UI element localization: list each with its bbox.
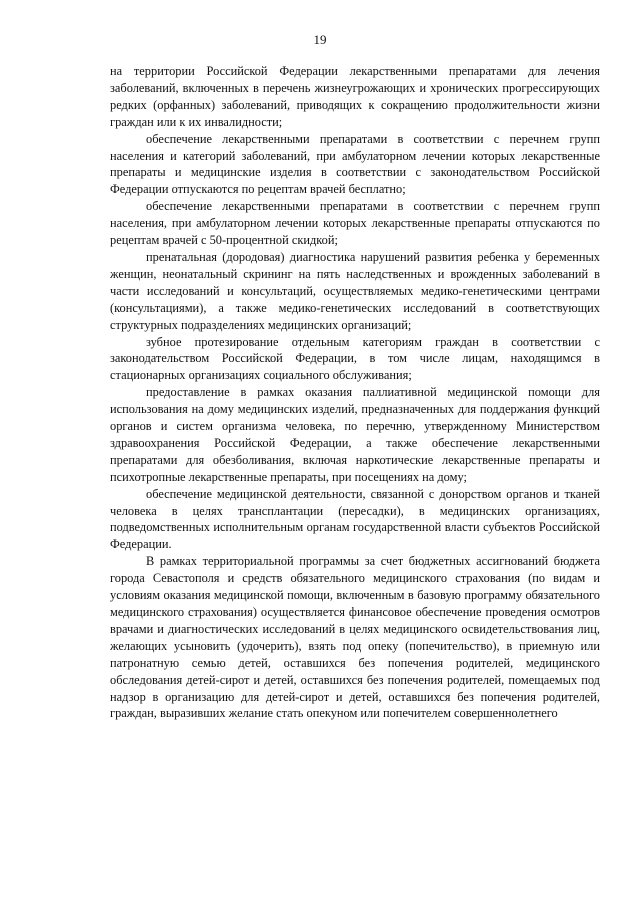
paragraph: предоставление в рамках оказания паллиативной медицинской помощи для использования на дому медицинских изделий, предназначенных для поддержания функций органов и систем организма человека, по перечню, утвержденному Министерством здравоохранения Российской Федерации, а также обеспечение лекарственными препаратами для обезболивания, включая наркотические лекарственные препараты и психотропные лекарственные препараты, при посещениях на дому; [110,385,600,484]
paragraph: обеспечение лекарственными препаратами в соответствии с перечнем групп населения, при амбулаторном лечении которых лекарственные препараты отпускаются по рецептам врачей с 50-процентной скидкой; [110,199,600,248]
paragraph: обеспечение лекарственными препаратами в соответствии с перечнем групп населения и категорий заболеваний, при амбулаторном лечении которых лекарственные препараты и медицинские изделия в соответствии с законодательством Российской Федерации отпускаются по рецептам врачей бесплатно; [110,131,600,197]
paragraph: В рамках территориальной программы за счет бюджетных ассигнований бюджета города Севастополя и средств обязательного медицинского страхования (по видам и условиям оказания медицинской помощи, включенным в базовую программу обязательного медицинского страхования) осуществляется финансовое обеспечение проведения осмотров врачами и диагностических исследований в целях медицинского освидетельствования лиц, желающих усыновить (удочерить), взять под опеку (попечительство), в приемную или патронатную семью детей, оставшихся без попечения родителей, медицинского обследования детей-сирот и детей, оставшихся без попечения родителей, помещаемых под надзор в организацию для детей-сирот и детей, оставшихся без попечения родителей, граждан, выразивших желание стать опекуном или попечителем совершеннолетнего [110,554,600,721]
page-number: 19 [313,32,327,47]
paragraph-continuation: на территории Российской Федерации лекарственными препаратами для лечения заболеваний, включенных в перечень жизнеугрожающих и хронических прогрессирующих редких (орфанных) заболеваний, приводящих к сокращению продолжительности жизни граждан или к их инвалидности; [110,64,600,129]
paragraph: обеспечение медицинской деятельности, связанной с донорством органов и тканей человека в целях трансплантации (пересадки), в медицинских организациях, подведомственных исполнительным органам государственной власти субъектов Российской Федерации. [110,486,600,552]
paragraph: зубное протезирование отдельным категориям граждан в соответствии с законодательством Российской Федерации, в том числе лицам, находящимся в стационарных организациях социального обслуживания; [110,334,600,383]
document-body [110,63,600,722]
paragraph: пренатальная (дородовая) диагностика нарушений развития ребенка у беременных женщин, неонатальный скрининг на пять наследственных и врожденных заболеваний в части исследований и консультаций, осуществляемых медико-генетическими центрами (консультациями), а также медико-генетических исследований в соответствующих структурных подразделениях медицинских организаций; [110,249,600,332]
